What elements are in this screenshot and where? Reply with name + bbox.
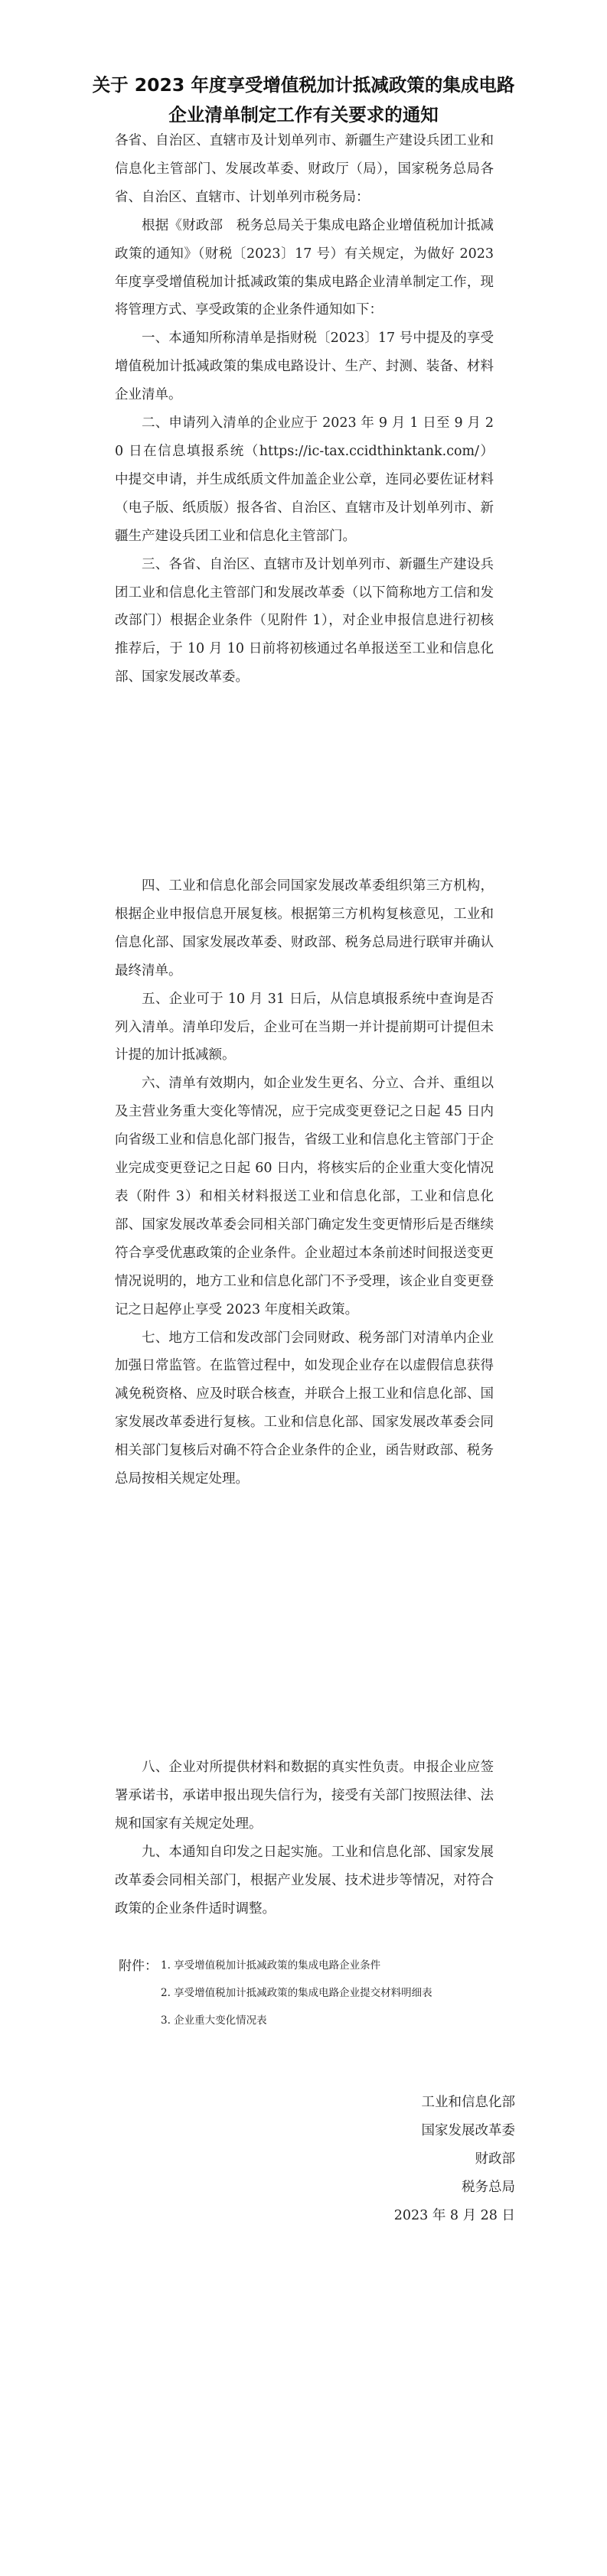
signature-block xyxy=(394,2089,515,2230)
attachment-item-1: 1. 享受增值税加计抵减政策的集成电路企业条件 xyxy=(161,1959,381,1972)
item-2-paragraph: 二、申请列入清单的企业应于 2023 年 9 月 1 日至 9 月 20 日在信息填报系统（https://ic-tax.ccidthinktank.com/）中提交申请，并生成纸质文件加盖企业公章，连同必要佐证材料（电子版、纸质版）报各省、自治区、直辖市及计划单列市、新疆生产建设兵团工业和信息化主管部门。 xyxy=(115,415,494,544)
addressee-paragraph: 各省、自治区、直辖市及计划单列市、新疆生产建设兵团工业和信息化主管部门、发展改革委、财政厅（局），国家税务总局各省、自治区、直辖市、计划单列市税务局： xyxy=(115,133,494,205)
body-section-1 xyxy=(115,127,494,692)
signature-org-ndrc: 国家发展改革委 xyxy=(421,2123,515,2138)
signature-date: 2023 年 8 月 28 日 xyxy=(393,2208,515,2223)
intro-paragraph: 根据《财政部 税务总局关于集成电路企业增值税加计抵减政策的通知》（财税〔2023〕17 号）有关规定，为做好 2023 年度享受增值税加计抵减政策的集成电路企业清单制定工作，现将管理方式、享受政策的企业条件通知如下： xyxy=(115,217,494,318)
item-3-paragraph: 三、各省、自治区、直辖市及计划单列市、新疆生产建设兵团工业和信息化主管部门和发展改革委（以下简称地方工信和发改部门）根据企业条件（见附件 1），对企业申报信息进行初核推荐后，于 10 月 10 日前将初核通过名单报送至工业和信息化部、国家发展改革委。 xyxy=(115,556,494,686)
body-section-2 xyxy=(115,872,494,1493)
item-6-paragraph: 六、清单有效期内，如企业发生更名、分立、合并、重组以及主营业务重大变化等情况，应于完成变更登记之日起 45 日内向省级工业和信息化部门报告，省级工业和信息化主管部门于企业完成变更登记之日起 60 日内，将核实后的企业重大变化情况表（附件 3）和相关材料报送工业和信息化部，工业和信息化部、国家发展改革委会同相关部门确定发生变更情形后是否继续符合享受优惠政策的企业条件。企业超过本条前述时间报送变更情况说明的，地方工业和信息化部门不予受理，该企业自变更登记之日起停止享受 2023 年度相关政策。 xyxy=(115,1076,494,1317)
signature-org-mof: 财政部 xyxy=(475,2151,515,2167)
attachments-label: 附件： xyxy=(119,1959,158,1974)
document-title xyxy=(46,70,561,130)
item-4-paragraph: 四、工业和信息化部会同国家发展改革委组织第三方机构，根据企业申报信息开展复核。根据第三方机构复核意见，工业和信息化部、国家发展改革委、财政部、税务总局进行联审并确认最终清单。 xyxy=(115,878,494,979)
attachment-item-2: 2. 享受增值税加计抵减政策的集成电路企业提交材料明细表 xyxy=(161,1987,432,1999)
title-line-2: 企业清单制定工作有关要求的通知 xyxy=(168,104,439,125)
item-5-paragraph: 五、企业可于 10 月 31 日后，从信息填报系统中查询是否列入清单。清单印发后，企业可在当期一并计提前期可计提但未计提的加计抵减额。 xyxy=(115,991,494,1063)
attachment-item-3: 3. 企业重大变化情况表 xyxy=(161,2014,267,2027)
signature-org-miit: 工业和信息化部 xyxy=(421,2095,515,2110)
item-7-paragraph: 七、地方工信和发改部门会同财政、税务部门对清单内企业加强日常监管。在监管过程中，如发现企业存在以虚假信息获得减免税资格、应及时联合核查，并联合上报工业和信息化部、国家发展改革委进行复核。工业和信息化部、国家发展改革委会同相关部门复核后对确不符合企业条件的企业，函告财政部、税务总局按相关规定处理。 xyxy=(115,1330,494,1487)
body-section-3 xyxy=(115,1754,494,1923)
item-9-paragraph: 九、本通知自印发之日起实施。工业和信息化部、国家发展改革委会同相关部门，根据产业发展、技术进步等情况，对符合政策的企业条件适时调整。 xyxy=(115,1844,494,1917)
signature-org-sat: 税务总局 xyxy=(462,2180,515,2195)
item-1-paragraph: 一、本通知所称清单是指财税〔2023〕17 号中提及的享受增值税加计抵减政策的集成电路设计、生产、封测、装备、材料企业清单。 xyxy=(115,331,494,403)
title-line-1: 关于 2023 年度享受增值税加计抵减政策的集成电路 xyxy=(92,74,515,96)
item-8-paragraph: 八、企业对所提供材料和数据的真实性负责。申报企业应签署承诺书，承诺申报出现失信行为，接受有关部门按照法律、法规和国家有关规定处理。 xyxy=(115,1760,494,1832)
